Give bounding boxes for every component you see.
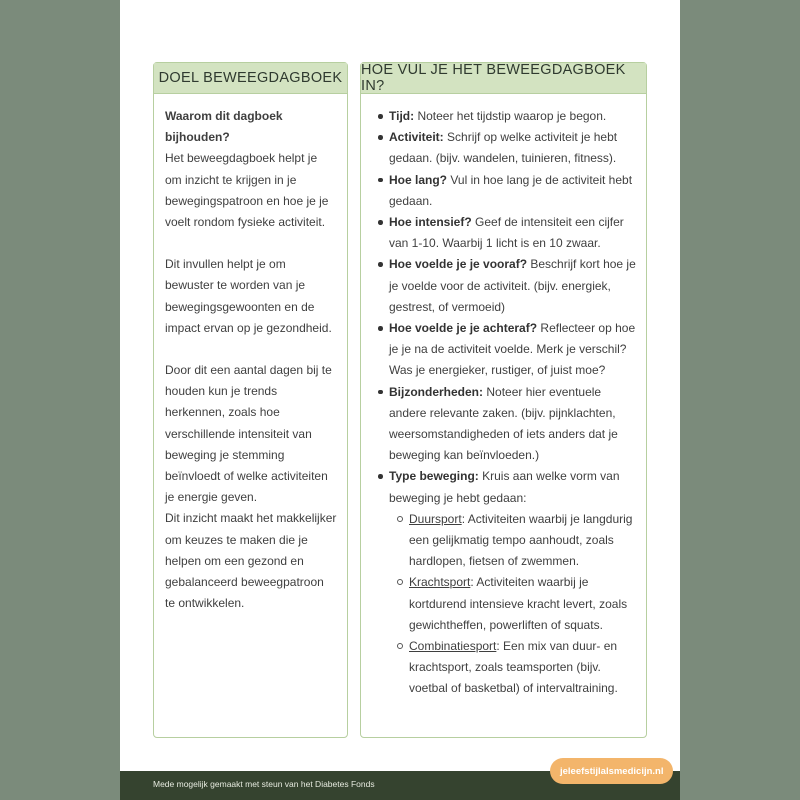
list-item: Hoe voelde je je vooraf? Beschrijf kort hoe je je voelde voor de activiteit. (bijv. energiek, gestrest, of vermoeid) — [389, 254, 640, 318]
list-item: Hoe lang? Vul in hoe lang je de activiteit hebt gedaan. — [389, 170, 640, 212]
paragraph-3: Door dit een aantal dagen bij te houden kun je trends herkennen, zoals hoe verschillende intensiteit van beweging je stemming beïnvloedt of welke activiteiten je energie geven. — [165, 363, 332, 505]
purpose-panel — [153, 62, 348, 738]
sub-list-item: Duursport: Activiteiten waarbij je langdurig een gelijkmatig tempo aanhoudt, zoals hardlopen, fietsen of zwemmen. — [409, 509, 640, 573]
list-item: Tijd: Noteer het tijdstip waarop je begon. — [389, 106, 640, 127]
instructions-panel-body — [361, 94, 646, 700]
purpose-panel-body — [154, 94, 347, 614]
purpose-panel-title: DOEL BEWEEGDAGBOEK — [154, 63, 347, 94]
paragraph-1: Het beweegdagboek helpt je om inzicht te krijgen in je bewegingspatroon en hoe je je voelt rondom fysieke activiteit. — [165, 151, 329, 230]
list-item: Hoe intensief? Geef de intensiteit een cijfer van 1-10. Waarbij 1 licht is en 10 zwaar. — [389, 212, 640, 254]
movement-type-list — [389, 509, 640, 700]
instructions-panel — [360, 62, 647, 738]
instructions-panel-title: HOE VUL JE HET BEWEEGDAGBOEK IN? — [361, 63, 646, 94]
intro-title: Waarom dit dagboek bijhouden? — [165, 109, 283, 145]
sub-list-item: Combinatiesport: Een mix van duur- en krachtsport, zoals teamsporten (bijv. voetbal of basketbal) of intervaltraining. — [409, 636, 640, 700]
list-item: Type beweging: Kruis aan welke vorm van beweging je hebt gedaan: Duursport: Activiteiten waarbij je langdurig een gelijkmatig tempo aanhoudt, zoals hardlopen, fietsen of zwemmen. Krachtsport: Activiteiten waarbij je kortdurend intensieve kracht levert, zoals gewichtheffen, powerliften of squats. Combinatiesport: Een mix van duur- en krachtsport, zoals teamsporten (bijv. voetbal of basketbal) of intervaltraining. — [389, 466, 640, 699]
sub-list-item: Krachtsport: Activiteiten waarbij je kortdurend intensieve kracht levert, zoals gewichtheffen, powerliften of squats. — [409, 572, 640, 636]
footer-text: Mede mogelijk gemaakt met steun van het Diabetes Fonds — [153, 779, 375, 789]
paragraph-4: Dit inzicht maakt het makkelijker om keuzes te maken die je helpen om een gezond en gebalanceerd beweegpatroon te ontwikkelen. — [165, 511, 337, 611]
list-item: Hoe voelde je je achteraf? Reflecteer op hoe je je na de activiteit voelde. Merk je verschil? Was je energieker, rustiger, of juist moe? — [389, 318, 640, 382]
paragraph-2: Dit invullen helpt je om bewuster te worden van je bewegingsgewoonten en de impact ervan op je gezondheid. — [165, 257, 332, 335]
website-badge[interactable]: jeleefstijlalsmedicijn.nl — [550, 758, 673, 784]
list-item: Activiteit: Schrijf op welke activiteit je hebt gedaan. (bijv. wandelen, tuinieren, fitness). — [389, 127, 640, 169]
list-item: Bijzonderheden: Noteer hier eventuele andere relevante zaken. (bijv. pijnklachten, weersomstandigheden of iets anders dat je beweging kan beïnvloeden.) — [389, 382, 640, 467]
instruction-list — [373, 106, 640, 700]
